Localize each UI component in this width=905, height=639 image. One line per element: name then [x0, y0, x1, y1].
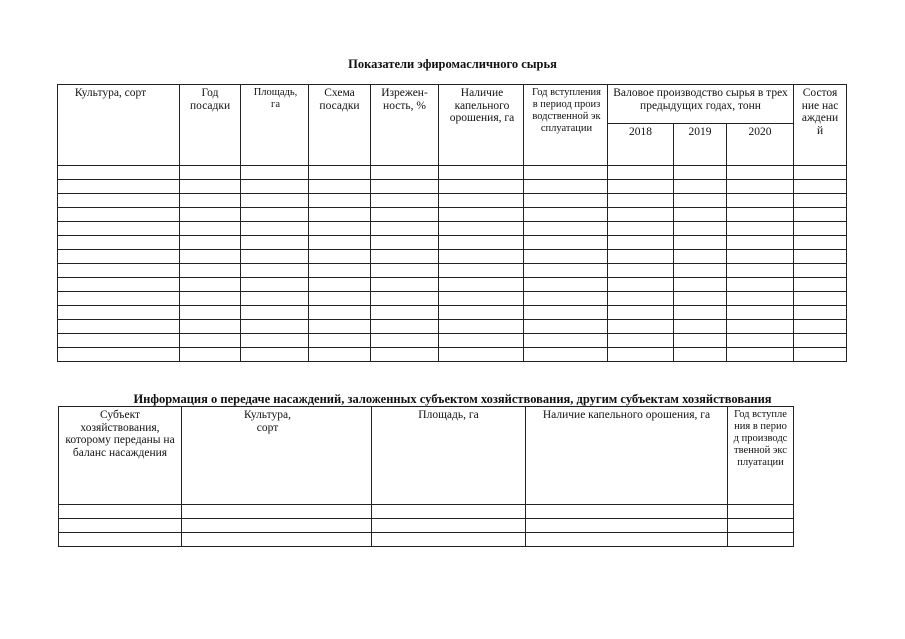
- table-cell: [309, 194, 371, 208]
- table-cell: [524, 348, 608, 362]
- table-cell: [524, 180, 608, 194]
- table-cell: [59, 533, 182, 547]
- table-cell: [608, 194, 674, 208]
- table-cell: [241, 264, 309, 278]
- table-cell: [309, 166, 371, 180]
- table-cell: [524, 208, 608, 222]
- table-cell: [371, 306, 439, 320]
- table-row: [58, 320, 847, 334]
- table-cell: [608, 292, 674, 306]
- table-cell: [727, 236, 794, 250]
- table-cell: [58, 236, 180, 250]
- table-cell: [794, 334, 847, 348]
- table-row: [59, 533, 794, 547]
- table-cell: [524, 236, 608, 250]
- table-cell: [372, 533, 526, 547]
- table-cell: [241, 306, 309, 320]
- table-cell: [371, 166, 439, 180]
- table-cell: [58, 166, 180, 180]
- table-cell: [608, 180, 674, 194]
- table-cell: [371, 180, 439, 194]
- table-cell: [727, 208, 794, 222]
- table-cell: [674, 222, 727, 236]
- table-cell: [608, 306, 674, 320]
- table-row: [58, 194, 847, 208]
- table-cell: [674, 334, 727, 348]
- table-cell: [180, 208, 241, 222]
- table-cell: [309, 306, 371, 320]
- table-cell: [728, 519, 794, 533]
- header-year-2018: 2018: [608, 124, 674, 166]
- table-row: [58, 208, 847, 222]
- table-cell: [371, 250, 439, 264]
- table-cell: [439, 250, 524, 264]
- header-drip-2: Наличие капельного орошения, га: [526, 407, 728, 505]
- table-cell: [794, 194, 847, 208]
- table-cell: [439, 292, 524, 306]
- header-year-operation: Год вступления в период производственной эксплуатации: [524, 85, 608, 166]
- table-cell: [180, 320, 241, 334]
- table-cell: [59, 505, 182, 519]
- table1-title: Показатели эфиромасличного сырья: [348, 57, 557, 71]
- table-cell: [371, 222, 439, 236]
- table-cell: [439, 334, 524, 348]
- table-cell: [727, 278, 794, 292]
- table-cell: [727, 334, 794, 348]
- table-cell: [241, 320, 309, 334]
- table-cell: [309, 278, 371, 292]
- table-cell: [309, 348, 371, 362]
- table-cell: [727, 264, 794, 278]
- header-drip: Наличие капельного орошения, га: [439, 85, 524, 166]
- table-cell: [241, 236, 309, 250]
- table-cell: [371, 278, 439, 292]
- table-cell: [58, 250, 180, 264]
- table-cell: [439, 348, 524, 362]
- table-row: [58, 306, 847, 320]
- header-condition: Состояние насаждений: [794, 85, 847, 166]
- table-cell: [674, 194, 727, 208]
- header-area: Площадь, га: [241, 85, 309, 166]
- table-cell: [524, 222, 608, 236]
- table-row: [58, 180, 847, 194]
- table-cell: [727, 250, 794, 264]
- table-cell: [674, 306, 727, 320]
- table-cell: [794, 278, 847, 292]
- table-cell: [241, 222, 309, 236]
- table-cell: [241, 292, 309, 306]
- table-cell: [372, 505, 526, 519]
- table-cell: [727, 320, 794, 334]
- table-cell: [524, 264, 608, 278]
- table-cell: [58, 180, 180, 194]
- header-culture: Культура, сорт: [58, 85, 180, 166]
- table-cell: [309, 334, 371, 348]
- table-row: [58, 236, 847, 250]
- table-cell: [674, 278, 727, 292]
- table-cell: [182, 505, 372, 519]
- table-cell: [524, 194, 608, 208]
- table-cell: [794, 320, 847, 334]
- header-culture-2: Культура, сорт: [182, 407, 372, 505]
- table-cell: [371, 236, 439, 250]
- table-cell: [309, 320, 371, 334]
- table-cell: [371, 334, 439, 348]
- table-cell: [608, 166, 674, 180]
- table-cell: [241, 208, 309, 222]
- table-cell: [608, 250, 674, 264]
- table-cell: [727, 180, 794, 194]
- table-row: [58, 264, 847, 278]
- table-row: [58, 278, 847, 292]
- table-cell: [727, 166, 794, 180]
- table-cell: [58, 348, 180, 362]
- table-cell: [728, 533, 794, 547]
- table-cell: [371, 194, 439, 208]
- table-cell: [439, 278, 524, 292]
- table-cell: [180, 306, 241, 320]
- header-gross-production: Валовое производство сырья в трех предыдущих годах, тонн: [608, 85, 794, 124]
- table-cell: [526, 519, 728, 533]
- table-cell: [727, 222, 794, 236]
- table-cell: [674, 180, 727, 194]
- table-cell: [674, 208, 727, 222]
- table-cell: [371, 348, 439, 362]
- table-cell: [59, 519, 182, 533]
- table-cell: [180, 180, 241, 194]
- table-cell: [58, 334, 180, 348]
- table2-title: Информация о передаче насаждений, заложенных субъектом хозяйствования, другим субъектам хозяйствования: [133, 392, 772, 406]
- table2-body: [59, 505, 794, 547]
- table-cell: [727, 348, 794, 362]
- table-cell: [794, 236, 847, 250]
- table-cell: [674, 292, 727, 306]
- table-cell: [439, 264, 524, 278]
- table-cell: [180, 292, 241, 306]
- table-cell: [674, 236, 727, 250]
- table-cell: [180, 166, 241, 180]
- table-row: [58, 222, 847, 236]
- table-cell: [309, 208, 371, 222]
- table-cell: [674, 348, 727, 362]
- table-cell: [524, 278, 608, 292]
- table-cell: [180, 194, 241, 208]
- table-cell: [309, 264, 371, 278]
- table-cell: [524, 166, 608, 180]
- header-scheme: Схема посадки: [309, 85, 371, 166]
- table-cell: [241, 194, 309, 208]
- table-cell: [608, 320, 674, 334]
- table-cell: [727, 194, 794, 208]
- table-cell: [524, 250, 608, 264]
- table-cell: [608, 222, 674, 236]
- table-cell: [241, 180, 309, 194]
- table-cell: [524, 306, 608, 320]
- table-cell: [241, 250, 309, 264]
- header-subject: Субъект хозяйствования, которому переданы на баланс насаждения: [59, 407, 182, 505]
- table-cell: [727, 306, 794, 320]
- table-cell: [309, 236, 371, 250]
- table-cell: [180, 222, 241, 236]
- table-cell: [674, 264, 727, 278]
- table-cell: [241, 334, 309, 348]
- table-cell: [180, 236, 241, 250]
- table-cell: [182, 519, 372, 533]
- table-cell: [794, 264, 847, 278]
- table-cell: [58, 264, 180, 278]
- table-cell: [180, 264, 241, 278]
- table-cell: [439, 236, 524, 250]
- table-cell: [794, 208, 847, 222]
- table-cell: [794, 348, 847, 362]
- table-cell: [608, 208, 674, 222]
- table-cell: [439, 222, 524, 236]
- table-cell: [58, 194, 180, 208]
- raw-material-table: [57, 84, 847, 362]
- table-cell: [727, 292, 794, 306]
- table-cell: [674, 250, 727, 264]
- table-cell: [794, 180, 847, 194]
- header-year-planted: Год посадки: [180, 85, 241, 166]
- header-year-2020: 2020: [727, 124, 794, 166]
- table-cell: [58, 306, 180, 320]
- table-cell: [608, 236, 674, 250]
- table-cell: [241, 348, 309, 362]
- table-cell: [674, 166, 727, 180]
- table-cell: [371, 208, 439, 222]
- header-area-2: Площадь, га: [372, 407, 526, 505]
- table-cell: [794, 306, 847, 320]
- table-cell: [58, 320, 180, 334]
- table-cell: [608, 348, 674, 362]
- table-cell: [371, 264, 439, 278]
- table-cell: [241, 278, 309, 292]
- table-row: [58, 166, 847, 180]
- table-cell: [608, 278, 674, 292]
- table-cell: [608, 334, 674, 348]
- transfer-table: [58, 406, 794, 547]
- header-year-operation-2: Год вступления в период производственной эксплуатации: [728, 407, 794, 505]
- table-row: [58, 250, 847, 264]
- table-cell: [309, 222, 371, 236]
- table-cell: [241, 166, 309, 180]
- table-cell: [58, 278, 180, 292]
- table-cell: [608, 264, 674, 278]
- table-row: [59, 505, 794, 519]
- table-cell: [371, 292, 439, 306]
- table-cell: [794, 250, 847, 264]
- table-cell: [794, 292, 847, 306]
- table-row: [59, 519, 794, 533]
- table-cell: [371, 320, 439, 334]
- table-cell: [180, 348, 241, 362]
- table-cell: [439, 208, 524, 222]
- table-cell: [526, 533, 728, 547]
- table-cell: [58, 208, 180, 222]
- table-cell: [182, 533, 372, 547]
- table-cell: [728, 505, 794, 519]
- table-cell: [674, 320, 727, 334]
- table-cell: [439, 306, 524, 320]
- table1-body: [58, 166, 847, 362]
- table-cell: [309, 250, 371, 264]
- table-row: [58, 292, 847, 306]
- table-cell: [526, 505, 728, 519]
- table-row: [58, 348, 847, 362]
- table-cell: [309, 180, 371, 194]
- table-cell: [58, 292, 180, 306]
- table-cell: [58, 222, 180, 236]
- header-sparseness: Изрежен-ность, %: [371, 85, 439, 166]
- table-cell: [439, 194, 524, 208]
- table-cell: [180, 334, 241, 348]
- table-cell: [439, 166, 524, 180]
- table-cell: [794, 222, 847, 236]
- table-cell: [524, 320, 608, 334]
- table-cell: [524, 292, 608, 306]
- table-cell: [372, 519, 526, 533]
- table-row: [58, 334, 847, 348]
- table-cell: [794, 166, 847, 180]
- table-cell: [309, 292, 371, 306]
- table-cell: [439, 180, 524, 194]
- table-cell: [439, 320, 524, 334]
- table-cell: [180, 278, 241, 292]
- table-cell: [524, 334, 608, 348]
- header-year-2019: 2019: [674, 124, 727, 166]
- table-cell: [180, 250, 241, 264]
